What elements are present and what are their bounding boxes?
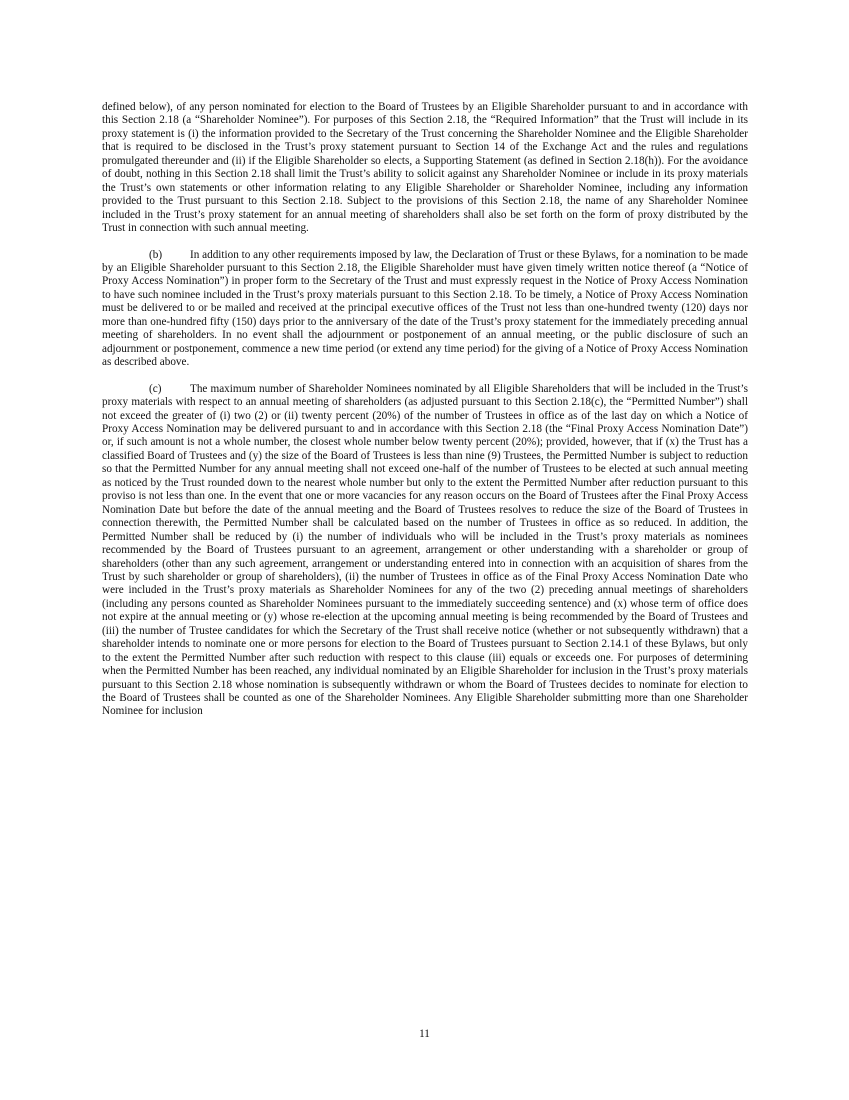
paragraph-text: In addition to any other requirements imposed by law, the Declaration of Trust or these Bylaws, for a nomination to be made by an Eligible Shareholder pursuant to this Section 2.18, the Eligible Shareholder must have given timely written notice thereof (a “Notice of Proxy Access Nomination”) in proper form to the Secretary of the Trust and must expressly request in the Notice of Proxy Access Nomination to have such nominee included in the Trust’s proxy materials pursuant to this Section 2.18. To be timely, a Notice of Proxy Access Nomination must be delivered to or be mailed and received at the principal executive offices of the Trust not less than one-hundred twenty (120) days nor more than one-hundred fifty (150) days prior to the anniversary of the date of the Trust’s proxy statement for the immediately preceding annual meeting of shareholders. In no event shall the adjournment or postponement of an annual meeting, or the public disclosure of such an adjournment or postponement, commence a new time period (or extend any time period) for the giving of a Notice of Proxy Access Nomination as described above. (102, 248, 748, 369)
paragraph-label: (b) (149, 248, 163, 261)
paragraph-text: The maximum number of Shareholder Nominees nominated by all Eligible Shareholders that will be included in the Trust’s proxy materials with respect to an annual meeting of shareholders (as adjusted pursuant to this Section 2.18(c), the “Permitted Number”) shall not exceed the greater of (i) two (2) or (ii) twenty percent (20%) of the number of Trustees in office as of the last day on which a Notice of Proxy Access Nomination may be delivered pursuant to and in accordance with this Section 2.18 (the “Final Proxy Access Nomination Date”) or, if such amount is not a whole number, the closest whole number below twenty percent (20%); provided, however, that if (x) the Trust has a classified Board of Trustees and (y) the size of the Board of Trustees is less than nine (9) Trustees, the Permitted Number is subject to reduction so that the Permitted Number for any annual meeting shall not exceed one-half of the number of Trustees to be elected at such annual meeting as noticed by the Trust rounded down to the nearest whole number but only to the extent the Permitted Number after reduction pursuant to this proviso is not less than one. In the event that one or more vacancies for any reason occurs on the Board of Trustees after the Final Proxy Access Nomination Date but before the date of the annual meeting and the Board of Trustees resolves to reduce the size of the Board of Trustees in connection therewith, the Permitted Number shall be calculated based on the number of Trustees in office as so reduced. In addition, the Permitted Number shall be reduced by (i) the number of individuals who will be included in the Trust’s proxy materials as nominees recommended by the Board of Trustees pursuant to an agreement, arrangement or other understanding with a shareholder or group of shareholders (other than any such agreement, arrangement or understanding entered into in connection with an acquisition of shares from the Trust by such shareholder or group of shareholders), (ii) the number of Trustees in office as of the Final Proxy Access Nomination Date who were included in the Trust’s proxy materials as Shareholder Nominees for any of the two (2) preceding annual meetings of shareholders (including any persons counted as Shareholder Nominees pursuant to the immediately succeeding sentence) and (x) whose term of office does not expire at the annual meeting or (y) whose re-election at the upcoming annual meeting is being recommended by the Board of Trustees and (iii) the number of Trustee candidates for which the Secretary of the Trust shall receive notice (whether or not subsequently withdrawn) that a shareholder intends to nominate one or more persons for election to the Board of Trustees pursuant to Section 2.14.1 of these Bylaws, but only to the extent the Permitted Number after such reduction with respect to this clause (iii) equals or exceeds one. For purposes of determining when the Permitted Number has been reached, any individual nominated by an Eligible Shareholder for inclusion in the Trust’s proxy materials pursuant to this Section 2.18 whose nomination is subsequently withdrawn or whom the Board of Trustees decides to nominate for election to the Board of Trustees shall be counted as one of the Shareholder Nominees. Any Eligible Shareholder submitting more than one Shareholder Nominee for inclusion (102, 382, 748, 718)
document-page (102, 101, 748, 719)
page-number: 11 (419, 1028, 430, 1040)
paragraph-b (102, 249, 748, 370)
paragraph-continuation (102, 101, 748, 236)
paragraph-c (102, 383, 748, 719)
paragraph-text: defined below), of any person nominated for election to the Board of Trustees by an Eligible Shareholder pursuant to and in accordance with this Section 2.18 (a “Shareholder Nominee”). For purposes of this Section 2.18, the “Required Information” that the Trust will include in its proxy statement is (i) the information provided to the Secretary of the Trust concerning the Shareholder Nominee and the Eligible Shareholder that is required to be disclosed in the Trust’s proxy statement pursuant to Section 14 of the Exchange Act and the rules and regulations promulgated thereunder and (ii) if the Eligible Shareholder so elects, a Supporting Statement (as defined in Section 2.18(h)). For the avoidance of doubt, nothing in this Section 2.18 shall limit the Trust’s ability to solicit against any Shareholder Nominee or include in its proxy materials the Trust’s own statements or other information relating to any Eligible Shareholder or Shareholder Nominee, including any information provided to the Trust pursuant to this Section 2.18. Subject to the provisions of this Section 2.18, the name of any Shareholder Nominee included in the Trust’s proxy statement for an annual meeting of shareholders shall also be set forth on the form of proxy distributed by the Trust in connection with such annual meeting. (102, 101, 748, 235)
paragraph-label: (c) (149, 382, 162, 395)
